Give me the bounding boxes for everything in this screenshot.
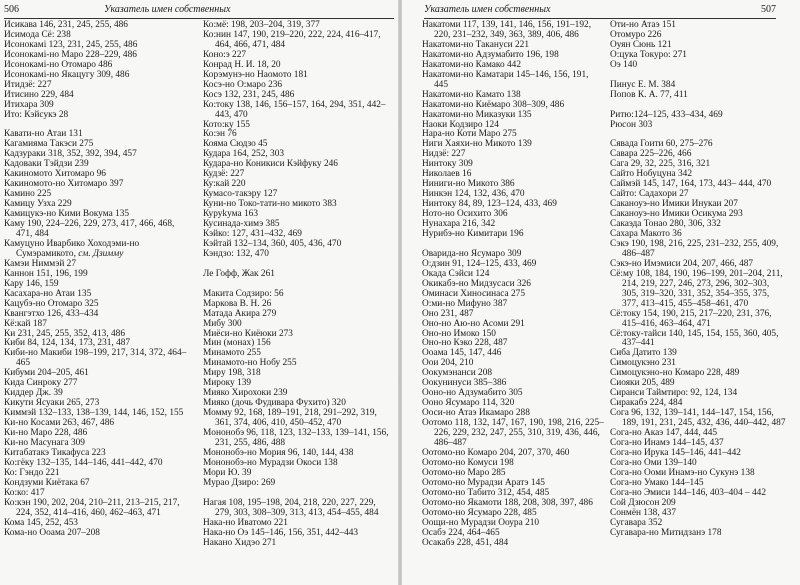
index-entry-text: Итисино 229, 484 — [4, 89, 74, 100]
index-entry — [4, 349, 192, 369]
index-entry-text: Накано Хидэо 271 — [203, 537, 277, 548]
index-entry — [203, 409, 393, 429]
index-entry-text: Попов К. А. 77, 411 — [610, 89, 688, 100]
index-entry — [203, 479, 393, 489]
index-entry-text: Сонмён 138, 437 — [610, 507, 677, 518]
index-entry — [4, 111, 192, 121]
index-entry-text: Савара 225–226, 466 — [610, 149, 692, 160]
index-entry-text: Коно:э 227 — [203, 49, 247, 60]
index-entry-text: Сявада Гоити 60, 275–276 — [610, 139, 713, 150]
index-entry-text: Сэкэ-но Имэмиси 204, 207, 466, 487 — [610, 258, 754, 269]
index-entry-text: Оотомо-но Комуси 198 — [422, 457, 514, 468]
index-entry-text: Нака-но Иватомо 221 — [203, 517, 288, 528]
index-entry-text: Сё:току-тайси 140, 145, 154, 155, 360, 405, 437–441 — [610, 328, 779, 349]
index-entry-text: Кагамияма Такэси 275 — [4, 139, 94, 150]
index-entry-text: Макита Содзиро: 56 — [203, 288, 284, 299]
index-entry-text: Исонокамі-но Маро 228–229, 486 — [4, 49, 137, 60]
index-entry-text: Киби-но Макиби 198–199, 217, 314, 372, 464–465 — [4, 348, 187, 369]
index-entry-text: Сугавара 352 — [610, 517, 663, 528]
index-entry-text: Оно-но Кэко 228, 487 — [422, 338, 508, 349]
index-entry-text: Кэйтай 132–134, 360, 405, 436, 470 — [203, 238, 342, 249]
index-entry — [203, 101, 393, 121]
index-entry-text: Сиранси Таймтиро: 92, 124, 134 — [610, 388, 738, 399]
index-entry-text: Кадоваки Тэйдзи 239 — [4, 159, 89, 170]
index-entry-text: Николаев 16 — [422, 169, 472, 180]
index-entry-text: Кацубэ-но Отомаро 325 — [4, 298, 99, 309]
index-entry-text: Оно-но Имоко 150 — [422, 328, 496, 339]
index-entry-text: Накатоми-но Миказуки 135 — [422, 109, 532, 120]
index-entry-text: Миёси-но Киёюки 273 — [203, 328, 293, 339]
index-entry-text: Сиракабэ 224, 484 — [610, 398, 683, 409]
index-entry-text: Исонокамі 123, 231, 245, 255, 486 — [4, 39, 138, 50]
index-entry-text: Каму 190, 224–226, 229, 273, 417, 466, 468, 471, 484 — [4, 219, 175, 239]
index-entry-text: Сога-но Оми 139–140 — [610, 457, 697, 468]
index-entry — [610, 529, 786, 539]
index-entry-text: Оотомо-но Ясумаро 228, 485 — [422, 507, 537, 518]
index-entry-text: Сога-но Ирука 145–146, 441–442 — [610, 447, 741, 458]
index-entry-text: Отомуро 226 — [610, 29, 662, 40]
index-entry-text: О:ми-но Мифуно 387 — [422, 298, 508, 309]
index-entry-text: Ку:кай 220 — [203, 179, 246, 190]
index-entry-text: Оотомо-но Комаро 204, 207, 370, 460 — [422, 447, 570, 458]
index-entry-text: Исонокамі-но Якацугу 309, 486 — [4, 69, 130, 80]
index-entry-text: Оэ 140 — [610, 59, 638, 70]
index-entry-text: Сога 96, 132, 139–141, 144–147, 154, 156, 189, 191, 231, 245, 432, 436, 440–442, 487 — [610, 408, 786, 429]
index-entry-text: Минамото 255 — [203, 348, 261, 359]
index-entry-text: Ооама 145, 147, 446 — [422, 348, 502, 359]
index-entry-text: Исикава 146, 231, 245, 255, 486 — [4, 20, 128, 30]
index-entry-text: Оотомо-но Табито 312, 454, 485 — [422, 487, 550, 498]
page-number: 506 — [4, 4, 19, 15]
index-entry-text: Кё:кай 187 — [4, 318, 47, 329]
index-entry-text: Рюсон 303 — [610, 119, 653, 130]
running-head: Указатель имен собственных — [424, 4, 551, 15]
index-entry-text: Накатоми-но Камато 138 — [422, 89, 521, 100]
index-entry-text: Куни-но Токо-тати-но микото 383 — [203, 199, 337, 210]
right-page-header — [424, 3, 776, 17]
index-entry-text: Сэкэ 190, 198, 216, 225, 231–232, 255, 409, 486–487 — [610, 238, 779, 259]
index-entry-text: Миpу 198, 318 — [203, 368, 261, 379]
index-entry-text: Кида Синроку 277 — [4, 378, 78, 389]
left-page-header — [4, 3, 394, 17]
running-head: Указатель имен собственных — [104, 4, 231, 15]
index-entry-text: Сахара Макото 36 — [610, 228, 682, 239]
index-entry — [203, 250, 393, 260]
index-column-left — [422, 21, 604, 549]
index-entry — [610, 310, 786, 330]
index-entry-text: Кудара-но Коникиси Кэйфуку 246 — [203, 159, 338, 170]
index-entry-text: Матада Акира 279 — [203, 308, 277, 319]
index-entry-text: Накатоми-но Такануси 221 — [422, 39, 530, 50]
index-entry-text: Киддер Дж. 39 — [4, 388, 63, 399]
index-entry-text: Оно 231, 487 — [422, 308, 474, 319]
index-entry-text: Мононобэ-но Мория 96, 140, 144, 438 — [203, 447, 354, 458]
index-entry-text: Оуян Сюнь 121 — [610, 39, 672, 50]
index-entry-text: Осакабэ 228, 451, 484 — [422, 537, 509, 548]
index-entry-text: Кудара 164, 252, 303 — [203, 149, 285, 160]
index-entry-text: Оотомо-но Мурадзи Аратэ 145 — [422, 477, 545, 488]
index-entry-text: Ооно-но Адзумабито 305 — [422, 388, 523, 399]
index-entry — [4, 240, 192, 260]
index-entry-text: Оно-но Аю-но Асоми 291 — [422, 318, 525, 329]
index-entry-text: Ниниги-но Микото 386 — [422, 179, 515, 190]
index-entry-text: Сога-но Акаэ 147, 444, 445 — [610, 428, 718, 439]
index-entry-text: Кото:ку 155 — [203, 119, 250, 130]
index-entry-text: Саканоуэ-но Имики Осикума 293 — [610, 209, 743, 220]
index-entry-text: Накатоми-но Киёмаро 308–309, 486 — [422, 99, 565, 110]
index-entry-text: Накатоми 117, 139, 141, 146, 156, 191–192, 220, 231–232, 349, 363, 389, 406, 486 — [422, 20, 592, 40]
index-entry-text: Оотомо-но Якамоти 188, 208, 308, 397, 486 — [422, 497, 593, 508]
index-entry-text: Симоцукэно 231 — [610, 358, 676, 369]
index-entry-text: Мин (монах) 156 — [203, 338, 271, 349]
index-entry-text: Ко:ко: 417 — [4, 487, 45, 498]
index-entry — [203, 539, 393, 549]
page-number: 507 — [761, 4, 776, 15]
index-entry-text: Ко: Гэндо 221 — [4, 467, 60, 478]
index-entry — [610, 330, 786, 350]
index-entry-text: Нара-но Коти Маро 275 — [422, 129, 517, 140]
index-entry-text: Ито: Кэйсукэ 28 — [4, 109, 69, 120]
index-entry-text: О:цука Токуро: 271 — [610, 49, 687, 60]
index-entry-text: Конрад Н. И. 18, 20 — [203, 59, 281, 70]
index-entry-text: Маркова В. Н. 26 — [203, 298, 272, 309]
index-entry-text: Китабатакэ Тикафуса 223 — [4, 447, 106, 458]
index-entry-text: Кавати-но Атаи 131 — [4, 129, 83, 140]
index-entry-text: Сугавара-но Митидзанэ 178 — [610, 527, 722, 538]
index-entry-text: Наоки Кодзиро 124 — [422, 119, 499, 130]
index-entry — [203, 270, 393, 280]
index-entry-text: Ко:току 138, 146, 156–157, 164, 294, 351, 442–443, 470 — [203, 99, 386, 120]
index-entry-text: Ооно Ясумаро 114, 320 — [422, 398, 515, 409]
index-entry-text: Момму 92, 168, 189–191, 218, 291–292, 319, 361, 374, 406, 410, 450–452, 470 — [203, 408, 377, 429]
index-entry-text: Киммэй 132–133, 138–139, 144, 146, 152, 155 — [4, 408, 184, 419]
index-entry-text: Ко:кэн 190, 202, 204, 210–211, 213–215, 217, 224, 352, 414–416, 460, 462–463, 471 — [4, 497, 180, 518]
index-column-right — [610, 21, 786, 539]
index-entry — [203, 499, 393, 519]
index-entry — [422, 21, 604, 41]
index-entry-text: Ко:гёку 132–135, 144–146, 441–442, 470 — [4, 457, 163, 468]
index-entry-text: Косэ-но О:маро 236 — [203, 79, 283, 90]
index-entry-text: Оощи-но Мурадзи Ооура 210 — [422, 517, 540, 528]
index-entry-text: Кэндзо: 132, 470 — [203, 248, 269, 259]
index-entry-text: Мураo Дзиро: 269 — [203, 477, 276, 488]
index-entry-text: Киби 84, 124, 134, 173, 231, 487 — [4, 338, 131, 349]
index-entry-text: Камицукэ-но Кими Вокума 135 — [4, 209, 130, 220]
right-page — [402, 0, 800, 585]
index-entry-text: Сога-но Инамэ 144–145, 437 — [610, 437, 724, 448]
index-entry-text: Корэмунэ-но Наомото 181 — [203, 69, 308, 80]
index-entry — [610, 409, 786, 429]
index-entry-text: Оотомо 118, 132, 147, 167, 190, 198, 216, 225–226, 229, 232, 247, 255, 310, 319, 436, 446, 486–487 — [422, 418, 604, 449]
index-entry-text: Мори Ю. 39 — [203, 467, 252, 478]
index-entry-text: Итихара 309 — [4, 99, 54, 110]
index-entry-text: Сога-но Ооми Инамэ-но Сукунэ 138 — [610, 467, 755, 478]
index-entry-text: Саканоуэ-но Имики Инукаи 207 — [610, 199, 738, 210]
index-entry-text: Оокунинуси 385–386 — [422, 378, 507, 389]
left-page — [0, 0, 398, 585]
index-entry-text: Оти-но Атаэ 151 — [610, 20, 676, 30]
index-entry-text: Сога-но Умако 144–145 — [610, 477, 704, 488]
index-entry-text: Окада Сэйси 124 — [422, 268, 490, 279]
index-entry-text: Нинтоку 84, 89, 123–124, 433, 469 — [422, 199, 557, 210]
index-entry — [422, 71, 604, 91]
index-entry-text: Каннон 151, 196, 199 — [4, 268, 88, 279]
index-entry-text: Кояма Сюдзо 45 — [203, 139, 268, 150]
index-entry-text: Ко:мё: 198, 203–204, 319, 377 — [203, 20, 320, 30]
index-entry-text: Нака-но Оэ 145–146, 156, 351, 442–443 — [203, 527, 359, 538]
index-entry-text: Какиномото-но Хитомаро 397 — [4, 179, 124, 190]
index-entry-text: Касахара-но Атаи 135 — [4, 288, 92, 299]
index-entry-text: Ки 231, 245, 255, 352, 413, 486 — [4, 328, 126, 339]
index-entry-text: Камуцуно Иварбико Хоходэми-но Сумэрамикото, — [4, 238, 140, 259]
index-entry-text: Нинтоку 309 — [422, 159, 473, 170]
index-entry-text: Исонокамі-но Отомаро 486 — [4, 59, 113, 70]
index-entry-text: Нидзё: 227 — [422, 149, 466, 160]
index-entry-text: Кэйко: 127, 431–432, 469 — [203, 229, 302, 240]
index-entry-text: Ното-но Осихито 306 — [422, 209, 508, 220]
index-entry-text: Нагая 108, 195–198, 204, 218, 220, 227, 229, 279, 303, 308–309, 313, 413, 454–455, 484 — [203, 497, 379, 518]
index-entry — [203, 429, 393, 449]
index-entry-text: Сё:току 154, 190, 215, 217–220, 231, 376, 415–416, 463–464, 471 — [610, 308, 772, 329]
index-entry-text: Оварида-но Ясумаро 309 — [422, 248, 522, 259]
index-entry-text: Ритю:124–125, 433–434, 469 — [610, 109, 723, 120]
index-entry-text: Оминаси Хиносинаса 275 — [422, 288, 526, 299]
index-entry-text: Кумасо-такэру 127 — [203, 189, 278, 200]
index-entry-text: Сага 29, 32, 225, 316, 321 — [610, 159, 711, 170]
index-entry — [422, 230, 604, 240]
index-entry-text: Сога-но Эмиси 144–146, 403–404 – 442 — [610, 487, 767, 498]
index-entry-crossref: см. Дзимму — [78, 248, 124, 259]
index-entry-text: Итидзё: 227 — [4, 79, 52, 90]
index-entry-text: Косэ 132, 231, 245, 486 — [203, 89, 295, 100]
index-entry-text: Камицу Узха 229 — [4, 199, 72, 210]
index-entry-text: Мибу 300 — [203, 318, 242, 329]
index-entry-text: Mононобэ 96, 118, 123, 132–133, 139–141, 156, 231, 255, 486, 488 — [203, 428, 389, 448]
index-entry-text: Оотомо-но Маро 285 — [422, 467, 506, 478]
header-rule — [424, 18, 776, 19]
index-entry-text: Нунахара 216, 342 — [422, 219, 496, 230]
index-entry-text: Кома 145, 252, 453 — [4, 517, 78, 528]
index-entry-text: Ки-но Маро 228, 486 — [4, 428, 88, 439]
index-entry-text: Мироку 139 — [203, 378, 252, 389]
index-entry — [4, 529, 192, 539]
index-entry-text: Кадзураки 318, 352, 392, 394, 457 — [4, 149, 137, 160]
index-entry — [610, 121, 786, 131]
index-entry-text: Саймэй 145, 147, 164, 173, 443– 444, 470 — [610, 179, 772, 190]
index-entry-text: Осабэ 224, 464–465 — [422, 527, 500, 538]
index-entry — [4, 499, 192, 519]
index-entry-text: Сиба Датито 139 — [610, 348, 677, 359]
index-entry — [422, 419, 604, 449]
index-column-left — [4, 21, 192, 539]
index-entry-text: Кома-но Ооама 207–208 — [4, 527, 100, 538]
index-entry-text: Квангэтхо 126, 433–434 — [4, 308, 99, 319]
index-entry-text: Нинкэн 124, 132, 436, 470 — [422, 189, 525, 200]
index-entry-text: Мияко Хирохоки 239 — [203, 388, 288, 399]
index-entry-text: Накатоми-но Камако 442 — [422, 59, 522, 70]
index-entry-text: Кудзё: 227 — [203, 169, 245, 180]
index-entry-text: Сайто: Садахори 27 — [610, 189, 689, 200]
index-entry-text: Какиномото Хитомаро 96 — [4, 169, 106, 180]
index-entry-text: Сиояки 205, 489 — [610, 378, 675, 389]
index-entry — [203, 31, 393, 51]
index-entry-text: Камино 225 — [4, 189, 52, 200]
header-rule — [4, 18, 394, 19]
index-entry-text: Сакаэда Тонао 280, 306, 332 — [610, 219, 721, 230]
index-entry-text: Ле Гофф, Жак 261 — [203, 268, 275, 279]
index-entry-text: Ниги Хаяхи-но Микото 139 — [422, 139, 532, 150]
index-entry-text: Кондзуми Киётака 67 — [4, 477, 90, 488]
index-entry-text: Исимода Сё: 238 — [4, 29, 71, 40]
index-entry — [610, 91, 786, 101]
index-entry — [610, 61, 786, 71]
index-entry — [610, 240, 786, 260]
index-entry-text: Ки-но Масунага 309 — [4, 438, 85, 449]
index-entry-text: О:дзин 91, 124–125, 433, 469 — [422, 258, 537, 269]
index-entry-text: Сой Дзюсон 209 — [610, 497, 676, 508]
index-entry — [422, 539, 604, 549]
index-entry-text: Сё:му 108, 184, 190, 196–199, 201–204, 211, 214, 219, 227, 246, 273, 296, 302–303, 305, 319–320, 331, 352, 354–355, 375, 377, 413–415, 455–458–461, 470 — [610, 268, 783, 309]
index-entry-text: Пинус Е. М. 384 — [610, 79, 676, 90]
index-entry-text: Кару 146, 159 — [4, 278, 59, 289]
index-entry-text: Накатоми-но Адзумабито 196, 198 — [422, 49, 559, 60]
index-entry-text: Оокумэнанси 208 — [422, 368, 493, 379]
index-entry-text: Мияко (дочь Фудивара Фухито) 320 — [203, 398, 346, 409]
index-entry-text: Кикути Ясуаки 265, 273 — [4, 398, 100, 409]
index-entry-text: Ооси-но Атаэ Икамаро 288 — [422, 408, 530, 419]
index-entry-text: Куруkума 163 — [203, 209, 258, 220]
index-column-right — [203, 21, 393, 548]
index-entry-text: Окикабэ-но Мидзусаси 326 — [422, 278, 531, 289]
index-entry-text: Симоцукэно-но Комаро 228, 489 — [610, 368, 740, 379]
index-entry-text: Оои 204, 210 — [422, 358, 474, 369]
index-entry-text: Ко:эн 76 — [203, 129, 237, 140]
index-entry-text: Сайто Нобуцуна 342 — [610, 169, 693, 180]
index-entry-text: Ки-но Косами 263, 467, 486 — [4, 418, 115, 429]
index-entry — [610, 270, 786, 310]
index-entry-text: Минамото-но Нобу 255 — [203, 358, 297, 369]
index-entry-text: Накатоми-но Каматари 145–146, 156, 191, 445 — [422, 69, 589, 90]
index-entry-text: Кусинада-химэ 385 — [203, 219, 280, 230]
index-entry-text: Камэи Ниммэй 27 — [4, 258, 77, 269]
index-entry-text: Кибуми 204–205, 461 — [4, 368, 89, 379]
index-entry-text: Нурибэ-но Кимитари 196 — [422, 229, 524, 240]
index-entry-text: Мононобэ-но Мурадзи Окоси 138 — [203, 457, 338, 468]
index-entry-text: Ко:нин 147, 190, 219–220, 222, 224, 416–417, 464, 466, 471, 484 — [203, 29, 381, 50]
index-entry — [4, 220, 192, 240]
